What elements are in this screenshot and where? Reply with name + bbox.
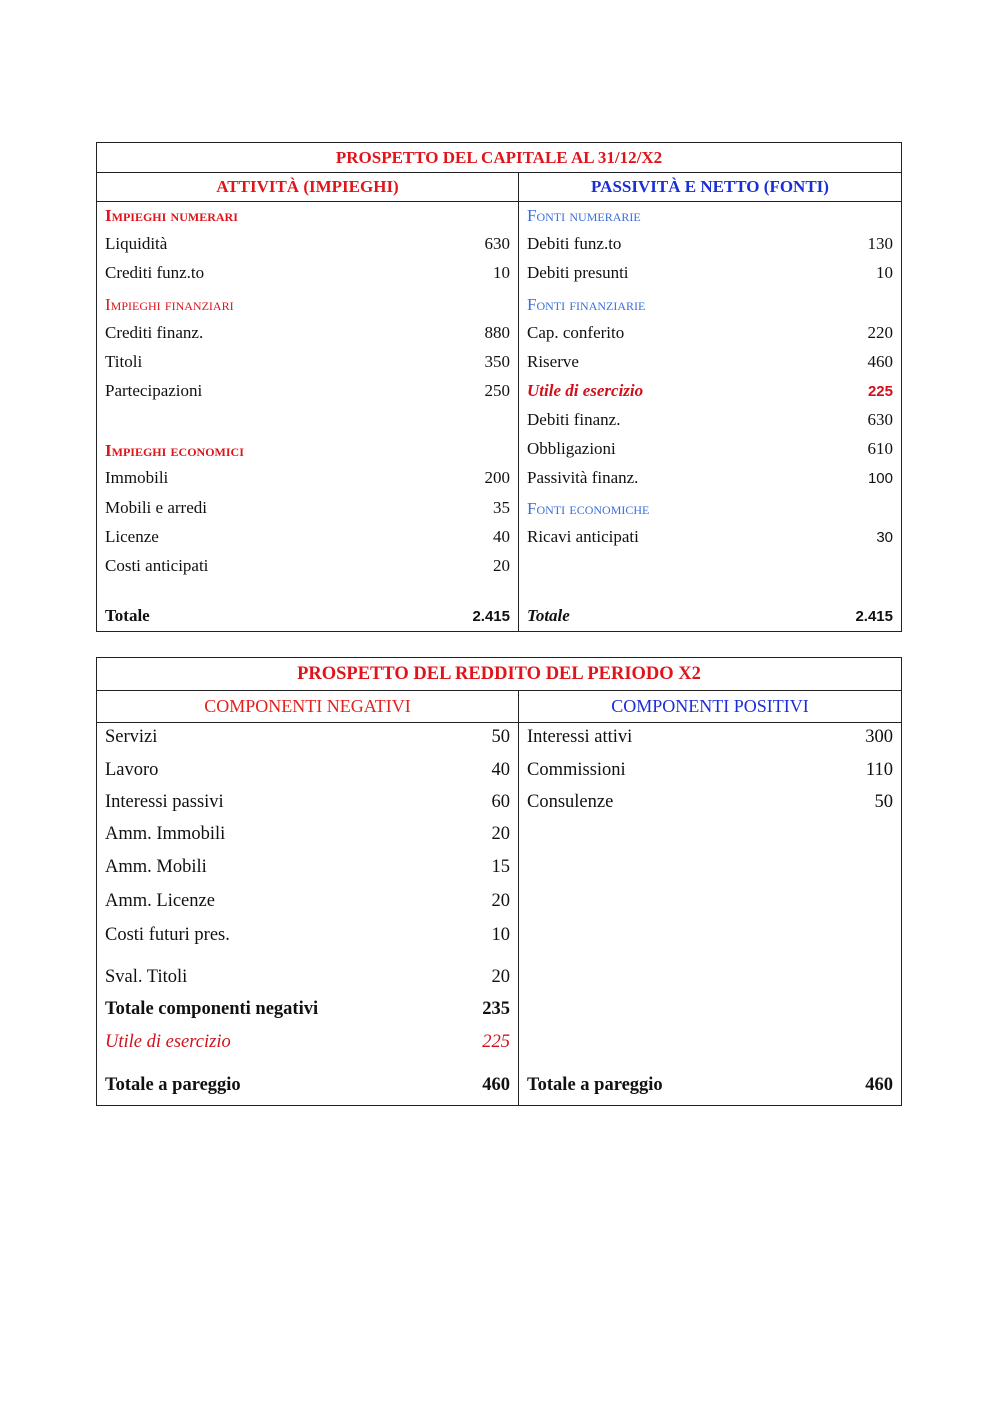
income-statement-header-row [97,691,901,723]
row-debiti-finanz: Debiti finanz. 630 [527,410,893,429]
section-fonti-economiche: Fonti economiche [527,499,650,518]
row-cap-conferito: Cap. conferito 220 [527,323,893,342]
balance-sheet-body [97,202,901,631]
row-crediti-funz: Crediti funz.to 10 [105,263,510,282]
row-crediti-finanz: Crediti finanz. 880 [105,323,510,342]
positive-components-header: COMPONENTI POSITIVI [611,696,809,716]
row-servizi: Servizi 50 [105,727,510,747]
row-ricavi-anticipati: Ricavi anticipati 30 [527,527,893,546]
row-immobili: Immobili 200 [105,468,510,487]
row-liquidita: Liquidità 630 [105,234,510,253]
row-consulenze: Consulenze 50 [527,792,893,812]
row-licenze: Licenze 40 [105,527,510,546]
income-statement-table [96,657,902,1106]
positive-components-column [519,723,901,1105]
liabilities-header: PASSIVITÀ E NETTO (FONTI) [591,177,829,196]
section-fonti-numerarie: Fonti numerarie [527,206,641,225]
row-interessi-attivi: Interessi attivi 300 [527,727,893,747]
row-debiti-funz: Debiti funz.to 130 [527,234,893,253]
row-passivita-finanz: Passività finanz. 100 [527,468,893,487]
balance-sheet-table [96,142,902,632]
row-amm-licenze: Amm. Licenze 20 [105,891,510,911]
balance-sheet-title: PROSPETTO DEL CAPITALE AL 31/12/X2 [97,143,901,173]
row-utile-esercizio-reddito: Utile di esercizio 225 [105,1032,510,1052]
negative-components-column [97,723,519,1105]
assets-column [97,202,519,631]
row-debiti-presunti: Debiti presunti 10 [527,263,893,282]
row-totale-attivita: Totale 2.415 [105,606,510,625]
section-impieghi-finanziari: Impieghi finanziari [105,295,234,314]
row-titoli: Titoli 350 [105,352,510,371]
row-interessi-passivi: Interessi passivi 60 [105,792,510,812]
liabilities-column [519,202,901,631]
row-riserve: Riserve 460 [527,352,893,371]
row-costi-anticipati: Costi anticipati 20 [105,556,510,575]
row-amm-immobili: Amm. Immobili 20 [105,824,510,844]
row-utile-esercizio: Utile di esercizio 225 [527,381,893,400]
row-partecipazioni: Partecipazioni 250 [105,381,510,400]
row-amm-mobili: Amm. Mobili 15 [105,857,510,877]
row-costi-futuri: Costi futuri pres. 10 [105,925,510,945]
row-totale-passivita: Totale 2.415 [527,606,893,625]
row-pareggio-negativi: Totale a pareggio 460 [105,1075,510,1095]
row-sval-titoli: Sval. Titoli 20 [105,967,510,987]
assets-header: ATTIVITÀ (IMPIEGHI) [97,173,519,201]
section-impieghi-economici: Impieghi economici [105,441,244,460]
section-impieghi-numerari: Impieghi numerari [105,206,238,225]
row-totale-negativi: Totale componenti negativi 235 [105,999,510,1019]
row-mobili-arredi: Mobili e arredi 35 [105,498,510,517]
negative-components-header: COMPONENTI NEGATIVI [97,691,519,722]
row-pareggio-positivi: Totale a pareggio 460 [527,1075,893,1095]
row-lavoro: Lavoro 40 [105,760,510,780]
section-fonti-finanziarie: Fonti finanziarie [527,295,646,314]
income-statement-title: PROSPETTO DEL REDDITO DEL PERIODO X2 [97,658,901,691]
row-commissioni: Commissioni 110 [527,760,893,780]
balance-sheet-header-row [97,173,901,202]
row-obbligazioni: Obbligazioni 610 [527,439,893,458]
income-statement-body [97,723,901,1105]
